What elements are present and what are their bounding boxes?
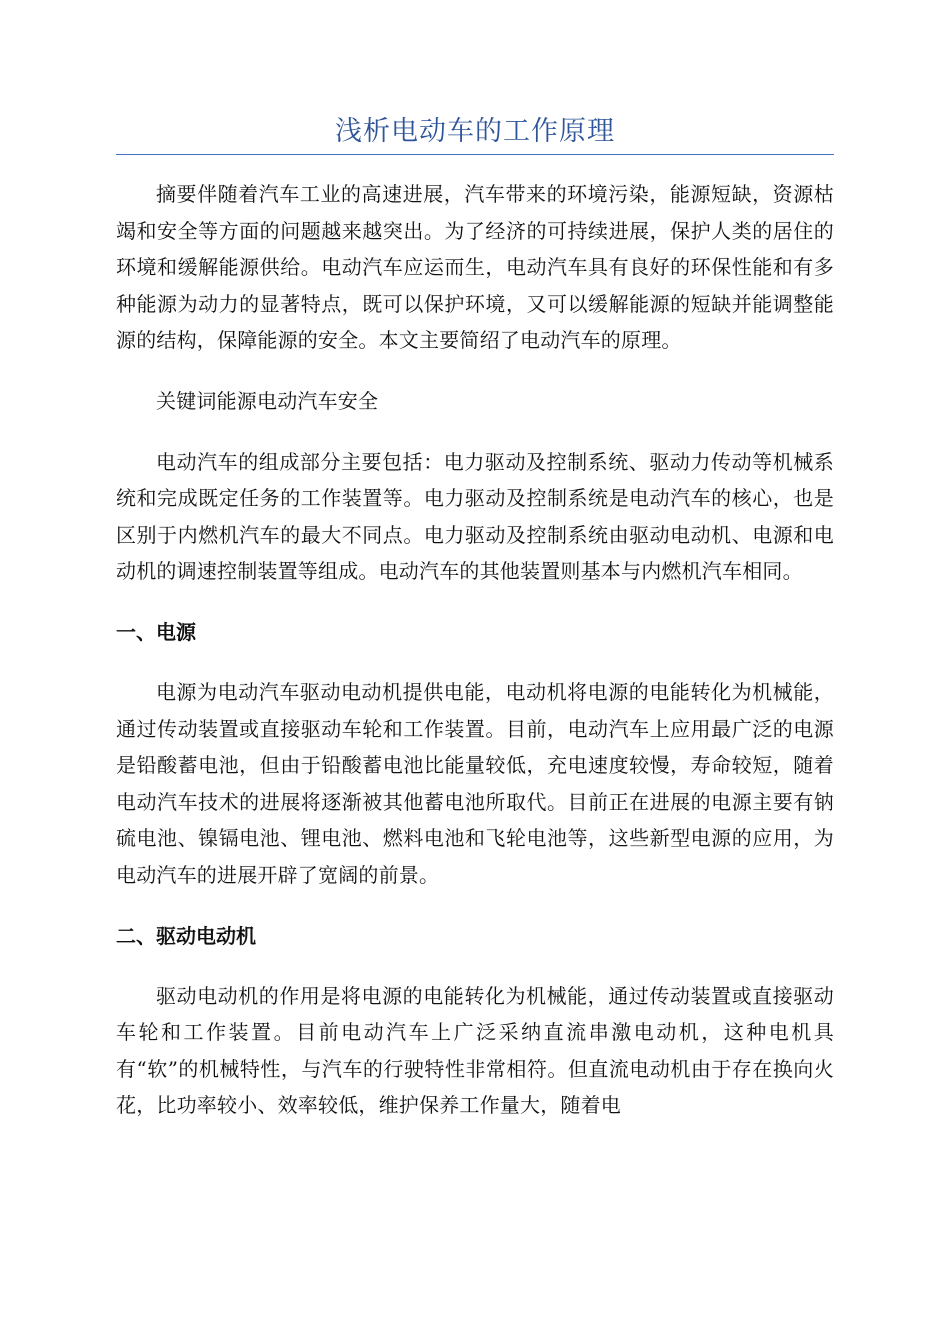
document-body: [116, 176, 834, 1148]
section-heading-drive-motor: 二、驱动电动机: [116, 923, 256, 948]
abstract-paragraph: 摘要伴随着汽车工业的高速进展，汽车带来的环境污染，能源短缺，资源枯竭和安全等方面的问题越来越突出。为了经济的可持续进展，保护人类的居住的环境和缓解能源供给。电动汽车应运而生，电动汽车具有良好的环保性能和有多种能源为动力的显著特点，既可以保护环境，又可以缓解能源的短缺并能调整能源的结构，保障能源的安全。本文主要简绍了电动汽车的原理。: [116, 182, 834, 353]
section-body-power-source: 电源为电动汽车驱动电动机提供电能，电动机将电源的电能转化为机械能，通过传动装置或直接驱动车轮和工作装置。目前，电动汽车上应用最广泛的电源是铅酸蓄电池，但由于铅酸蓄电池比能量较低，充电速度较慢，寿命较短，随着电动汽车技术的进展将逐渐被其他蓄电池所取代。目前正在进展的电源主要有钠硫电池、镍镉电池、锂电池、燃料电池和飞轮电池等，这些新型电源的应用，为电动汽车的进展开辟了宽阔的前景。: [116, 679, 834, 887]
intro-paragraph: 电动汽车的组成部分主要包括：电力驱动及控制系统、驱动力传动等机械系统和完成既定任务的工作装置等。电力驱动及控制系统是电动汽车的核心，也是区别于内燃机汽车的最大不同点。电力驱动及控制系统由驱动电动机、电源和电动机的调速控制装置等组成。电动汽车的其他装置则基本与内燃机汽车相同。: [116, 449, 834, 584]
section-body-drive-motor: 驱动电动机的作用是将电源的电能转化为机械能，通过传动装置或直接驱动车轮和工作装置。目前电动汽车上广泛采纳直流串激电动机，这种电机具有“软”的机械特性，与汽车的行驶特性非常相符。但直流电动机由于存在换向火花，比功率较小、效率较低，维护保养工作量大，随着电: [116, 983, 834, 1118]
title-underline: [116, 154, 834, 155]
section-heading-power-source: 一、电源: [116, 619, 196, 644]
keywords-paragraph: 关键词能源电动汽车安全: [156, 388, 379, 413]
document-title: 浅析电动车的工作原理: [335, 116, 615, 147]
